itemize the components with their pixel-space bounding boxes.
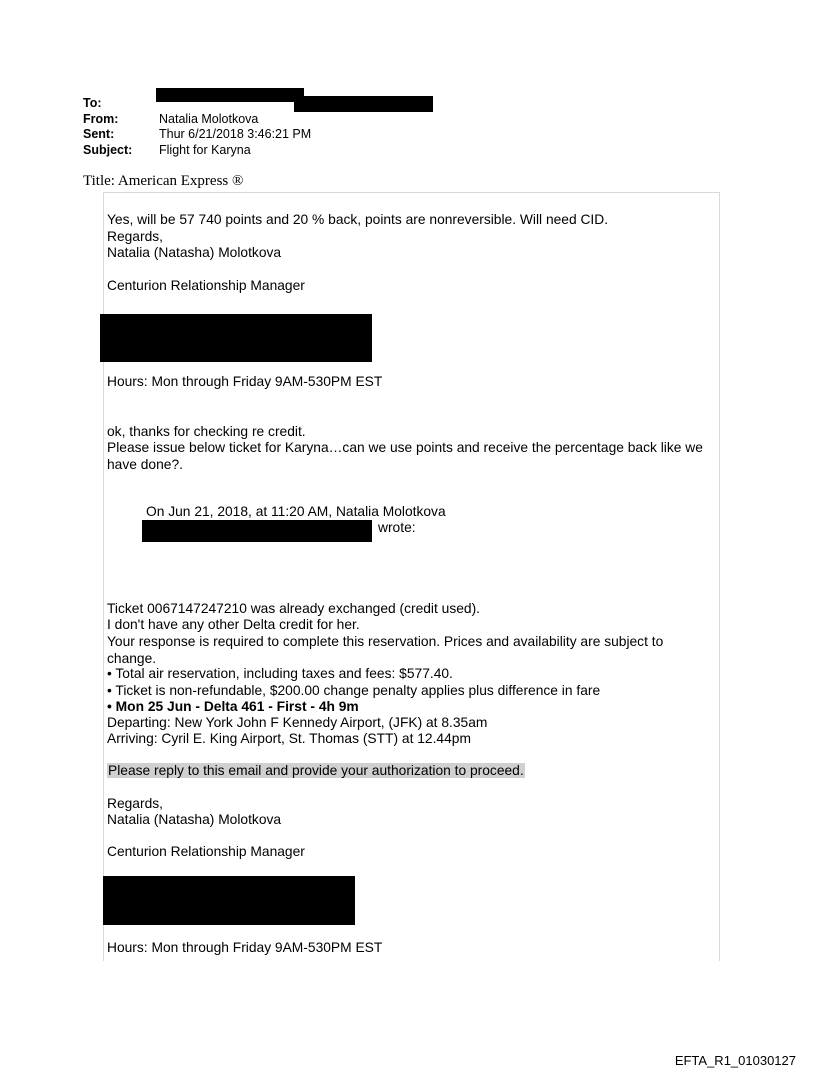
request-line: ok, thanks for checking re credit. xyxy=(107,424,306,439)
reply-regards: Regards, xyxy=(107,229,163,244)
redaction-contact-2 xyxy=(103,876,355,925)
reply-signature-name: Natalia (Natasha) Molotkova xyxy=(107,245,282,260)
original-hours: Hours: Mon through Friday 9AM-530PM EST xyxy=(107,940,383,955)
redaction-to-2 xyxy=(294,96,433,112)
subject-row xyxy=(83,143,311,159)
bullet-total: • Total air reservation, including taxes and fees: $577.40. xyxy=(107,666,453,681)
request-body: Please issue below ticket for Karyna…can we use points and receive the percentage back like we have done?. xyxy=(107,440,703,472)
from-label: From: xyxy=(83,111,119,126)
departing-line: Departing: New York John F Kennedy Airport, (JFK) at 8.35am xyxy=(107,715,488,730)
sent-row xyxy=(83,127,311,143)
reply-signature-role: Centurion Relationship Manager xyxy=(107,278,305,293)
sent-value: Thur 6/21/2018 3:46:21 PM xyxy=(159,127,312,141)
original-signature-name: Natalia (Natasha) Molotkova xyxy=(107,812,282,827)
reply-hours: Hours: Mon through Friday 9AM-530PM EST xyxy=(107,374,383,389)
original-credit-line: I don't have any other Delta credit for her. xyxy=(107,617,360,632)
original-ticket-line: Ticket 0067147247210 was already exchanged (credit used). xyxy=(107,601,481,616)
quoted-intro: On Jun 21, 2018, at 11:20 AM, Natalia Molotkova xyxy=(146,504,446,519)
from-value: Natalia Molotkova xyxy=(159,111,259,126)
reply-line: Yes, will be 57 740 points and 20 % back, points are nonreversible. Will need CID. xyxy=(107,212,609,227)
authorization-highlight: Please reply to this email and provide your authorization to proceed. xyxy=(108,763,524,778)
original-regards: Regards, xyxy=(107,796,163,811)
email-header xyxy=(83,96,311,158)
redaction-to-1 xyxy=(156,88,304,102)
original-signature-role: Centurion Relationship Manager xyxy=(107,844,305,859)
authorization-line xyxy=(107,763,525,780)
quoted-wrote: wrote: xyxy=(378,520,416,535)
bullet-flight: • Mon 25 Jun - Delta 461 - First - 4h 9m xyxy=(107,699,359,714)
to-label: To: xyxy=(83,96,102,110)
redaction-contact-1 xyxy=(100,314,372,362)
from-row xyxy=(83,112,311,128)
bates-number: EFTA_R1_01030127 xyxy=(674,1053,796,1068)
sent-label: Sent: xyxy=(83,127,115,141)
redaction-email xyxy=(142,520,372,542)
original-response-line: Your response is required to complete this reservation. Prices and availability are subject to change. xyxy=(107,634,664,666)
document-title: Title: American Express ® xyxy=(83,173,244,189)
subject-value: Flight for Karyna xyxy=(159,142,251,157)
subject-label: Subject: xyxy=(83,142,133,157)
arriving-line: Arriving: Cyril E. King Airport, St. Thomas (STT) at 12.44pm xyxy=(107,731,471,746)
bullet-refund: • Ticket is non-refundable, $200.00 change penalty applies plus difference in fare xyxy=(107,683,601,698)
